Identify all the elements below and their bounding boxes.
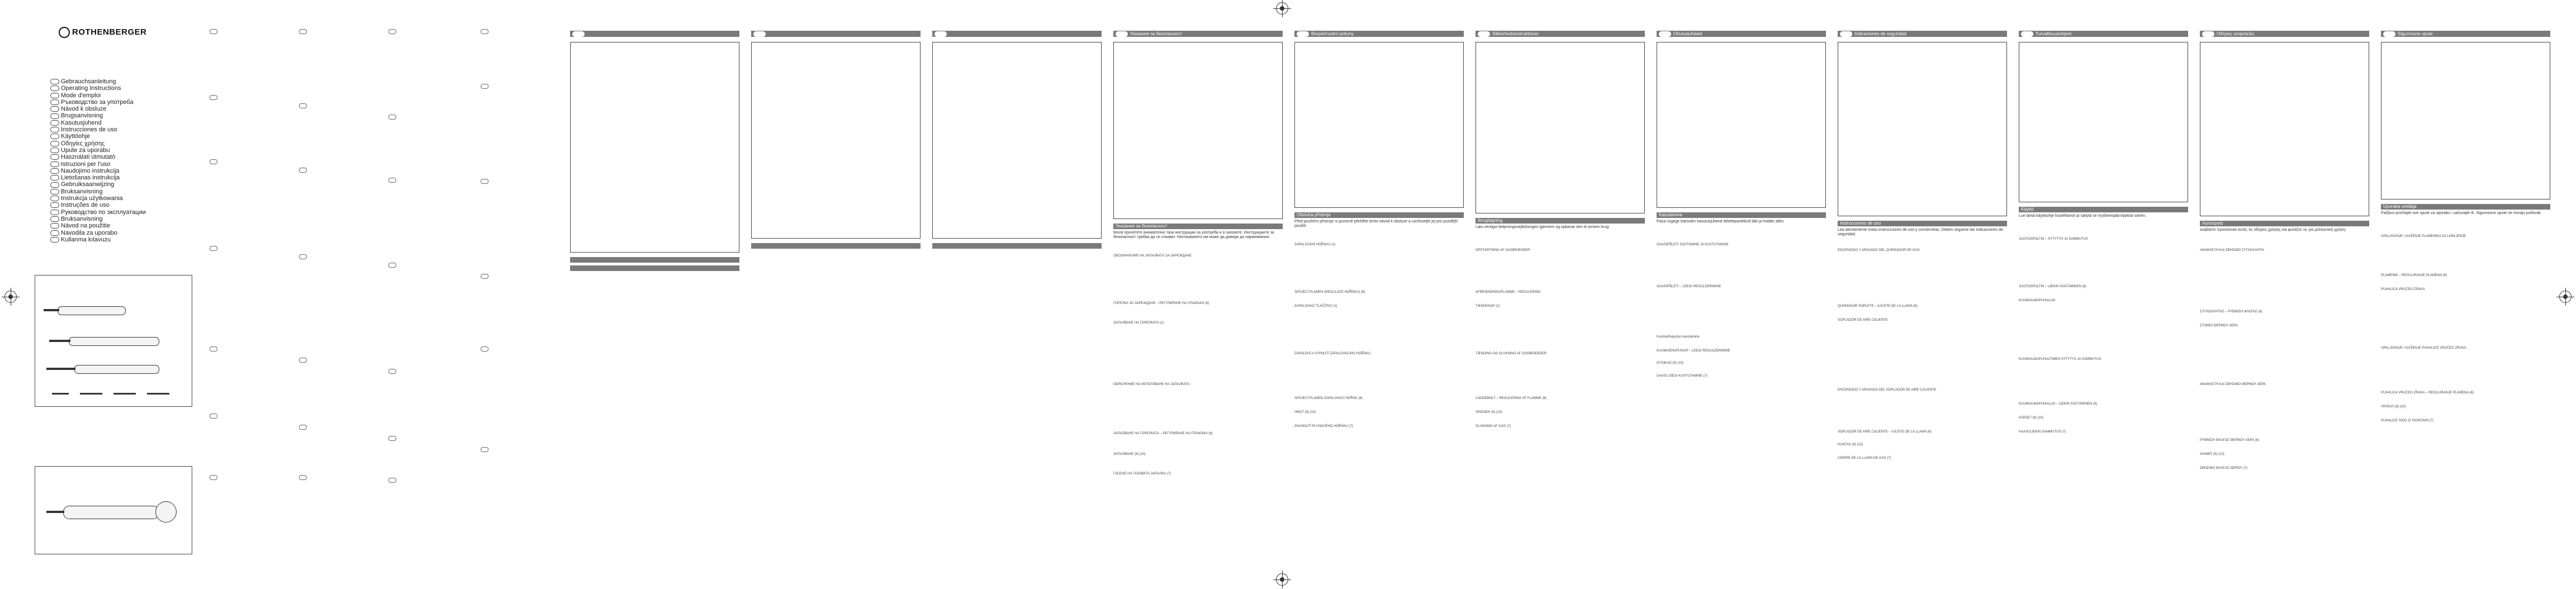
subheading: KUUMAILMAPUHALLIN – LIEKIN SÄÄTÄMINEN (6) <box>2019 402 2098 406</box>
subheading: ЗАПАЛВАНЕ (9) (10) <box>1113 453 1146 456</box>
language-item <box>50 140 146 147</box>
language-label: Ръководство за употреба <box>61 98 134 106</box>
subheading: ΑΙΧΜΕΣ (9) (10) <box>2200 453 2224 456</box>
subheading: SPÁJECÍ PLAMEN (REGULACE HOŘÁKU) (6) <box>1294 291 1365 294</box>
language-marker-icon <box>50 148 59 153</box>
page-header <box>2019 31 2188 37</box>
language-marker <box>481 179 488 184</box>
language-item <box>50 161 146 168</box>
manual-page <box>2019 31 2188 522</box>
language-marker <box>481 346 488 352</box>
language-label: Руководство по эксплуатации <box>61 208 146 216</box>
language-marker-icon <box>50 182 59 188</box>
subheading: KUUMAÕHUPUHUR – LEEGI REGULEERIMINE <box>1657 349 1731 353</box>
page-figure-frame <box>570 42 739 253</box>
tool-tip-2 <box>49 340 70 342</box>
language-item <box>50 85 146 92</box>
subheading: ΣΥΓΚΟΛΛΗΤΗΣ – ΡΥΘΜΙΣΗ ΦΛΟΓΑΣ (6) <box>2200 310 2262 314</box>
subheading: GAASIPÕLETI – LEEGI REGULEERIMINE <box>1657 285 1721 288</box>
section-title: Указания за безопасност <box>1116 224 1168 229</box>
manual-page <box>2381 31 2550 522</box>
language-item <box>50 195 146 202</box>
language-marker <box>388 178 396 183</box>
language-marker <box>210 95 217 100</box>
subheading: ГОРЕЛКА ЗА ЗАРЕЖДАНЕ – РЕГУЛИРАНЕ НА ПЛАМЪКА (6) <box>1113 302 1209 305</box>
page-header <box>932 31 1102 37</box>
manual-page <box>2200 31 2369 522</box>
language-code-icon <box>934 31 947 37</box>
language-label: Οδηγίες χρήσης <box>61 140 105 147</box>
page-title: Указания за безопасност <box>1130 31 1182 36</box>
language-item <box>50 92 146 99</box>
subheading: PUHALICA VRUĆEG ZRAKA – REGULIRANJE PLAMENA (6) <box>2381 391 2474 395</box>
language-marker-icon <box>50 86 59 91</box>
subheading: ΣΒΗΣΙΜΟ ΦΛΟΓΑΣ ΑΕΡΙΟΥ (7) <box>2200 467 2247 470</box>
section-bar <box>751 243 921 249</box>
tool-tip-4 <box>46 511 64 513</box>
section-title: Instrucciones de uso <box>1840 221 1881 226</box>
language-label: Lietošanas instrukcija <box>61 174 120 182</box>
language-code-icon <box>1297 31 1309 37</box>
section-title: Ibrugtagning <box>1478 218 1503 223</box>
subheading: PUHALICA VRUĆEG ZRAKA <box>2381 288 2425 291</box>
language-marker <box>388 436 396 441</box>
language-marker-icon <box>50 79 59 84</box>
body-paragraph: Před použitím přístroje si pozorně přečtěte tento návod k obsluze a uschovejte jej pro pozdější použití. <box>1294 220 1458 228</box>
subheading: ΣΤΟΜΙΟ ΘΕΡΜΟΥ ΑΕΡΑ <box>2200 324 2238 327</box>
language-item <box>50 230 146 236</box>
language-marker <box>388 115 396 120</box>
tool-illustration-3 <box>74 365 159 374</box>
language-marker <box>210 29 217 34</box>
language-code-icon <box>2202 31 2214 37</box>
subheading: HROT (9) (10) <box>1294 411 1316 414</box>
subheading: ZAPALOVÁNÍ HOŘÁKU (1) <box>1294 243 1336 246</box>
page-header <box>1657 31 1826 37</box>
language-marker <box>299 254 307 259</box>
subheading: ΑΝΑΦΛΕΞΗ ΚΑΙ ΣΒΗΣΙΜΟ ΘΕΡΜΟΥ ΑΕΡΑ <box>2200 383 2266 386</box>
subheading: ENCENDIDO Y APAGADO DEL QUEMADOR DE GAS <box>1838 249 1920 252</box>
language-marker <box>388 263 396 268</box>
language-label: Návod k obsluze <box>61 106 107 113</box>
language-marker-icon <box>50 202 59 208</box>
tool-illustration-1 <box>58 306 126 315</box>
section-bar <box>2381 204 2550 210</box>
language-item <box>50 126 146 133</box>
language-item <box>50 99 146 106</box>
language-item <box>50 78 146 85</box>
language-label: Gebruiksaanwijzing <box>61 181 115 188</box>
figure-1-box <box>35 275 192 407</box>
language-item <box>50 188 146 195</box>
language-marker <box>481 447 488 452</box>
subheading: ЗАПАЛВАНЕ НА ГОРЕЛКАТА – РЕГУЛИРАНЕ НА ПЛАМЪКА (6) <box>1113 432 1213 435</box>
language-marker-icon <box>50 237 59 243</box>
body-paragraph: Palun lugege käesolev kasutusjuhend tähelepanelikult läbi ja hoidke alles. <box>1657 220 1785 224</box>
language-code-icon <box>1659 31 1671 37</box>
language-marker-icon <box>50 189 59 194</box>
brand-logo-icon <box>59 27 70 38</box>
language-label: Instrukcja użytkowania <box>61 195 123 202</box>
page-header <box>2200 31 2369 37</box>
language-marker-icon <box>50 168 59 174</box>
language-marker-icon <box>50 93 59 98</box>
language-label: Mode d'emploi <box>61 92 101 99</box>
language-marker-icon <box>50 230 59 236</box>
language-code-icon <box>2021 31 2033 37</box>
subheading: KÄRJET (9) (10) <box>2019 416 2044 420</box>
subheading: ΑΝΑΦΛΕΞΗ ΚΑΙ ΣΒΗΣΙΜΟ ΣΥΓΚΟΛΛΗΤΗ <box>2200 249 2264 252</box>
page-figure-frame <box>2019 42 2188 202</box>
subheading: TÆNDING OG SLUKNING AF GASBRÆNDER <box>1476 352 1547 355</box>
subheading: ΡΥΘΜΙΣΗ ΦΛΟΓΑΣ ΘΕΡΜΟΥ ΑΕΡΑ (6) <box>2200 439 2259 442</box>
language-item <box>50 181 146 188</box>
language-item <box>50 209 146 216</box>
section-bar <box>1838 221 2007 226</box>
section-title: Käyttö <box>2021 207 2034 212</box>
manual-page <box>1838 31 2007 522</box>
section-bar <box>1476 218 1645 224</box>
language-marker <box>299 358 307 363</box>
language-code-icon <box>2383 31 2395 37</box>
page-header <box>570 31 739 37</box>
page-title: Sikkerhedsinstruktioner <box>1492 31 1539 36</box>
section-title: Uporaba uređaja <box>2383 204 2417 209</box>
language-marker-icon <box>50 141 59 146</box>
language-marker-icon <box>50 162 59 167</box>
subheading: SPÁJECÍ PLAMEN ZAPALOVACÍ HOŘÁK (6) <box>1294 397 1363 400</box>
tool-tip-3 <box>46 368 75 370</box>
language-marker <box>210 246 217 251</box>
language-list <box>50 78 146 243</box>
language-marker <box>210 414 217 419</box>
language-marker <box>388 369 396 374</box>
registration-mark-left <box>4 291 17 303</box>
subheading: Kuumaõhupuhur kasutamine <box>1657 335 1700 339</box>
accessory-1 <box>52 393 69 395</box>
page-title: Bezpečnostní pokyny <box>1311 31 1354 36</box>
subheading: CIERRE DE LA LLAMA DE GAS (7) <box>1838 457 1891 460</box>
language-item <box>50 216 146 222</box>
subheading: ZAPÁLENÍ A VYPNUTÍ ZAPALOVACÍHO HOŘÁKU <box>1294 352 1371 355</box>
language-label: Naudojimo instrukcija <box>61 167 120 174</box>
registration-mark-top <box>1276 2 1288 15</box>
subheading: JUOTOSPOLTIN – LIEKIN SÄÄTÄMINEN (6) <box>2019 285 2086 288</box>
page-header <box>1476 31 1645 37</box>
subheading: SOPLADOR DE AIRE CALIENTE – AJUSTE DE LA LLAMA (6) <box>1838 430 1932 434</box>
language-marker-icon <box>50 216 59 222</box>
section-bar <box>570 257 739 263</box>
subheading: PUHALICE SIGO ZI ISOKIOVM (7) <box>2381 419 2434 422</box>
language-marker-icon <box>50 99 59 105</box>
tool-illustration-2 <box>69 337 159 346</box>
subheading: SPIDSER (9) (10) <box>1476 411 1502 414</box>
subheading: ЗАПАЛВАНЕ НА ГОРЕЛКАТА (1) <box>1113 321 1164 325</box>
registration-mark-right <box>2559 291 2572 303</box>
subheading: TÆNDKNAP (1) <box>1476 305 1500 308</box>
subheading: GAASIPÕLETI SÜÜTAMINE JA KUSTUTAMINE <box>1657 243 1729 246</box>
language-code-icon <box>1478 31 1490 37</box>
manual-page <box>570 31 739 522</box>
body-paragraph: Lue tämä käyttöohje huolellisesti ja säilytä se myöhempää käyttöä varten. <box>2019 214 2147 218</box>
body-paragraph: Моля прочетете внимателно тази инструкция за употреба и я запазете. Инструкциите за безопасност трябва да се спазват. Неспазването им може да доведе до наранявания. <box>1113 231 1274 239</box>
language-label: Käyttöohje <box>61 133 90 140</box>
tool-illustration-4 <box>63 506 159 519</box>
language-label: Brugsanvisning <box>61 112 103 120</box>
subheading: LODDEBOLT – REGULERING AF FLAMME (6) <box>1476 397 1546 400</box>
language-label: Instrucciones de uso <box>61 126 117 134</box>
subheading: SLUKNING AF GAS (7) <box>1476 425 1511 428</box>
figure-2-box <box>35 466 192 554</box>
language-marker-icon <box>50 175 59 180</box>
subheading: OPSTARTNING AF GASBRÆNDER <box>1476 249 1530 252</box>
language-marker <box>388 478 396 483</box>
language-label: Gebrauchsanleitung <box>61 78 116 85</box>
language-code-icon <box>1840 31 1852 37</box>
language-marker <box>481 84 488 89</box>
section-bar <box>1113 224 1283 229</box>
page-header <box>1838 31 2007 37</box>
cover-panel <box>34 22 201 559</box>
language-marker-icon <box>50 154 59 160</box>
language-marker <box>210 346 217 352</box>
section-bar <box>932 243 1102 249</box>
registration-mark-bottom <box>1276 573 1288 586</box>
subheading: SOPLADOR DE AIRE CALIENTE <box>1838 319 1888 322</box>
language-label: Operating Instructions <box>61 85 121 92</box>
language-item <box>50 120 146 126</box>
subheading: JUOTOSPOLTIN – SYTYTYS JA SAMMUTUS <box>2019 238 2088 241</box>
subheading: QUEMADOR SOPLETE – AJUSTE DE LA LLAMA (6) <box>1838 305 1918 308</box>
language-item <box>50 236 146 243</box>
language-item <box>50 174 146 181</box>
page-figure-frame <box>932 42 1102 239</box>
page-header <box>751 31 921 37</box>
subheading: UPALJIVANJE I GAŠENJE PLAMENIKA ZA LEMLJENJE <box>2381 235 2466 238</box>
subheading: ZHASNUTÍ PLYNOVÉHO HOŘÁKU (7) <box>1294 425 1353 428</box>
language-marker <box>299 29 307 34</box>
language-code-icon <box>1116 31 1128 37</box>
language-label: Kasutusjuhend <box>61 119 102 126</box>
subheading: PLAMENIK – REGULIRANJE PLAMENA (6) <box>2381 274 2447 277</box>
language-marker-icon <box>50 106 59 112</box>
page-figure-frame <box>1294 42 1464 208</box>
language-item <box>50 222 146 229</box>
subheading: KUUMAILMAPUHALTIMEN SYTYTYS JA SAMMUTUS <box>2019 358 2101 361</box>
language-label: Istruzioni per l'uso <box>61 160 111 168</box>
language-marker <box>481 274 488 279</box>
manual-page <box>1476 31 1645 522</box>
page-header <box>1113 31 1283 37</box>
manual-page <box>932 31 1102 522</box>
language-marker <box>299 475 307 480</box>
page-title: Sigurnosne upute <box>2398 31 2433 36</box>
tool-tip-1 <box>44 309 59 311</box>
subheading: AFBRÆNDINGSFLAMME – REGULERING <box>1476 291 1541 294</box>
brand-logo <box>59 27 147 38</box>
language-item <box>50 202 146 208</box>
language-marker-icon <box>50 113 59 119</box>
manual-page <box>1657 31 1826 522</box>
accessory-3 <box>113 393 136 395</box>
subheading: PUNTAS (9) (10) <box>1838 443 1863 446</box>
accessory-4 <box>147 393 169 395</box>
page-title: Turvallisuusohjeet <box>2036 31 2072 36</box>
language-marker <box>210 159 217 164</box>
language-code-icon <box>753 31 766 37</box>
body-paragraph: Διαβάστε προσεκτικά αυτές τις οδηγίες χρήσης και φυλάξτε τις για μελλοντική χρήση. <box>2200 228 2347 232</box>
subheading: OTSIKUD (9) (10) <box>1657 362 1684 365</box>
subheading: UPALJIVANJE I GAŠENJE PUHALICE VRUĆEG ZRAKA <box>2381 346 2466 350</box>
manual-page <box>1294 31 1464 522</box>
language-label: Kullanma kılavuzu <box>61 236 111 243</box>
body-paragraph: Pažljivo pročitajte ove upute za uporabu i sačuvajte ih. Sigurnosne upute se moraju poštivati. <box>2381 211 2542 215</box>
manual-page <box>751 31 921 522</box>
language-item <box>50 168 146 174</box>
language-label: Bruksanvisning <box>61 188 103 195</box>
subheading: ENCENDIDO Y APAGADO DEL SOPLADOR DE AIRE CALIENTE <box>1838 388 1937 392</box>
subheading: ОБОЗНАЧЕНИЕ НА ЗАПАЛКАТА ЗА ЗАРЕЖДАНЕ <box>1113 254 1192 258</box>
page-header <box>1294 31 1464 37</box>
language-marker-icon <box>50 196 59 201</box>
section-bar <box>570 265 739 271</box>
subheading: KUUMAILMAPUHALLIN <box>2019 299 2056 302</box>
section-bar <box>1294 212 1464 218</box>
language-label: Bruksanvisning <box>61 215 103 222</box>
section-bar <box>2200 221 2369 226</box>
page-header <box>2381 31 2550 37</box>
language-marker-icon <box>50 223 59 229</box>
language-label: Használati útmutató <box>61 154 116 161</box>
tool-endcap <box>155 501 177 522</box>
section-title: Kasutamine <box>1659 212 1683 217</box>
language-item <box>50 133 146 140</box>
language-label: Navodila za uporabo <box>61 229 117 236</box>
manual-page <box>1113 31 1283 522</box>
page-title: Indicaciones de seguridad <box>1854 31 1906 36</box>
language-marker <box>299 103 307 108</box>
language-label: Instruções de uso <box>61 202 110 209</box>
language-marker <box>210 475 217 480</box>
subheading: ZAPALOVACÍ TLAČÍTKO (1) <box>1294 305 1337 308</box>
page-title: Ohutusjuhised <box>1673 31 1702 36</box>
page-figure-frame <box>1657 42 1826 208</box>
page-figure-frame <box>1113 42 1283 219</box>
language-label: Návod na použitie <box>61 222 111 230</box>
subheading: GAASI LEEGI KUSTUTAMINE (7) <box>1657 374 1707 378</box>
language-item <box>50 154 146 160</box>
page-figure-frame <box>2200 42 2369 216</box>
subheading: ОБЯСНЕНИЕ НА ИЗПОЛЗВАНЕ НА ЗАПАЛКАТА <box>1113 383 1190 386</box>
language-marker-icon <box>50 120 59 126</box>
language-marker-icon <box>50 210 59 215</box>
language-marker <box>388 29 396 34</box>
body-paragraph: Læs venligst betjeningsvejledningen igennem og opbevar den til senere brug. <box>1476 225 1610 229</box>
page-figure-frame <box>1838 42 2007 216</box>
page-title: Οδηγίες ασφαλείας <box>2217 31 2255 36</box>
section-title: Obsluha přístroje <box>1297 212 1331 217</box>
section-bar <box>1657 212 1826 218</box>
body-paragraph: Lea atentamente estas instrucciones de uso y consérvelas. Deben seguirse las indicaciones de seguridad. <box>1838 228 2003 236</box>
subheading: VRHOVI (9) (10) <box>2381 405 2406 408</box>
language-marker-icon <box>50 134 59 139</box>
page-figure-frame <box>751 42 921 239</box>
section-bar <box>2019 207 2188 212</box>
language-label: Upute za uporabu <box>61 146 110 154</box>
language-marker <box>481 29 488 34</box>
page-figure-frame <box>1476 42 1645 213</box>
language-code-icon <box>572 31 585 37</box>
language-item <box>50 112 146 119</box>
language-marker <box>299 425 307 430</box>
language-marker-icon <box>50 127 59 132</box>
accessory-2 <box>80 393 102 395</box>
section-title: Λειτουργία <box>2202 221 2223 226</box>
brand-name: ROTHENBERGER <box>72 27 147 37</box>
language-item <box>50 106 146 112</box>
page-figure-frame <box>2381 42 2550 200</box>
subheading: ГАСЕНЕ НА ГАЗОВАТА ЗАПАЛКА (7) <box>1113 472 1171 476</box>
language-item <box>50 147 146 154</box>
subheading: KAASULIEKIN SAMMUTUS (7) <box>2019 430 2066 434</box>
language-marker <box>299 168 307 173</box>
